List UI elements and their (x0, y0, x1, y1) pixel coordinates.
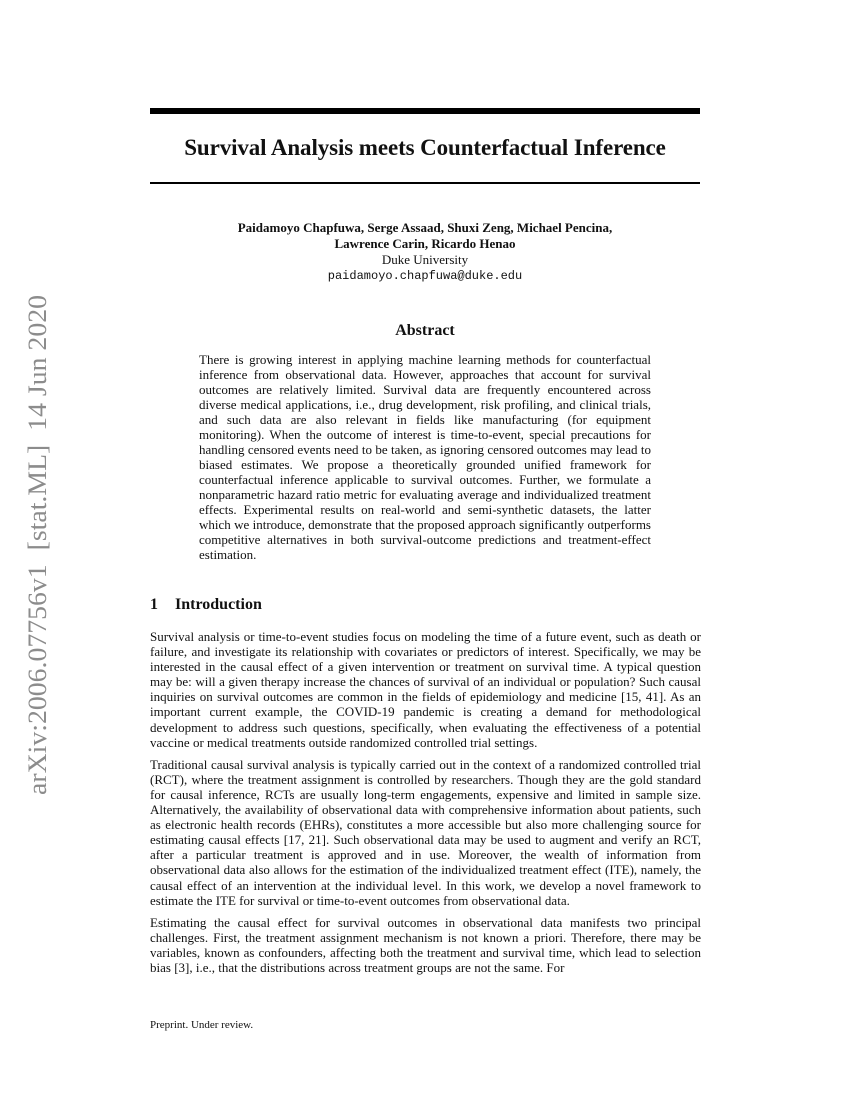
title-top-rule (150, 108, 700, 114)
paragraph-1: Survival analysis or time-to-event studies focus on modeling the time of a future event, such as death or failure, and investigate its relationship with covariates or predictors of interest. Specifically, we may be interested in the causal effect of a given intervention or treatment on survival time. A typical question may be: will a given therapy increase the chances of survival of an individual or population? Such causal inquiries on survival outcomes are common in the fields of epidemiology and medicine [15, 41]. As an important current example, the COVID-19 pandemic is creating a demand for methodological development to address such questions, specifically, when evaluating the effectiveness of a potential vaccine or medical treatments outside randomized controlled trial settings. (150, 629, 701, 750)
arxiv-identifier-stamp (16, 290, 56, 800)
paragraph-3: Estimating the causal effect for survival outcomes in observational data manifests two principal challenges. First, the treatment assignment mechanism is not known a priori. Therefore, there may be variables, known as confounders, affecting both the treatment and survival time, which lead to selection bias [3], i.e., that the distributions across treatment groups are not the same. For (150, 914, 701, 975)
author-names-line-2: Lawrence Carin, Ricardo Henao (334, 236, 516, 251)
arxiv-identifier-text: arXiv:2006.07756v1 [stat.ML] 14 Jun 2020 (23, 327, 52, 795)
section-number: 1 (150, 596, 158, 613)
body-text (150, 629, 701, 982)
section-heading (150, 596, 262, 614)
author-email: paidamoyo.chapfuwa@duke.edu (327, 269, 523, 283)
affiliation: Duke University (381, 252, 469, 267)
section-title: Introduction (175, 596, 262, 613)
title-bottom-rule (150, 182, 700, 184)
author-block (150, 220, 700, 284)
abstract-text: There is growing interest in applying machine learning methods for counterfactual inference from observational data. However, approaches that account for survival outcomes are relatively limited. Survival data are frequently encountered across diverse medical applications, i.e., drug development, risk profiling, and clinical trials, and such data are also relevant in fields like manufacturing (for equipment monitoring). When the outcome of interest is time-to-event, special precautions for handling censored events need to be taken, as ignoring censored outcomes may lead to biased estimates. We propose a theoretically grounded unified framework for counterfactual inference applicable to survival outcomes. Further, we formulate a nonparametric hazard ratio metric for evaluating average and individualized treatment effects. Experimental results on real-world and semi-synthetic datasets, the latter which we introduce, demonstrate that the proposed approach significantly outperforms competitive alternatives in both survival-outcome predictions and treatment-effect estimation. (199, 352, 651, 562)
abstract-heading: Abstract (395, 322, 455, 339)
paragraph-2: Traditional causal survival analysis is typically carried out in the context of a randomized controlled trial (RCT), where the treatment assignment is controlled by researchers. Though they are the gold standard for causal inference, RCTs are usually long-term engagements, expensive and limited in sample size. Alternatively, the availability of observational data with comprehensive information about patients, such as electronic health records (EHRs), constitutes a more accessible but also more challenging source for estimating causal effects [17, 21]. Such observational data may be used to augment and verify an RCT, after a particular treatment is approved and in use. Moreover, the wealth of information from observational data also allows for the estimation of the individualized treatment effect (ITE), namely, the causal effect of an intervention at the individual level. In this work, we develop a novel framework to estimate the ITE for survival or time-to-event outcomes from observational data. (150, 756, 701, 908)
author-names-line-1: Paidamoyo Chapfuwa, Serge Assaad, Shuxi Zeng, Michael Pencina, (237, 220, 613, 235)
footer-note: Preprint. Under review. (150, 1019, 254, 1031)
paper-title: Survival Analysis meets Counterfactual Inference (184, 135, 666, 160)
